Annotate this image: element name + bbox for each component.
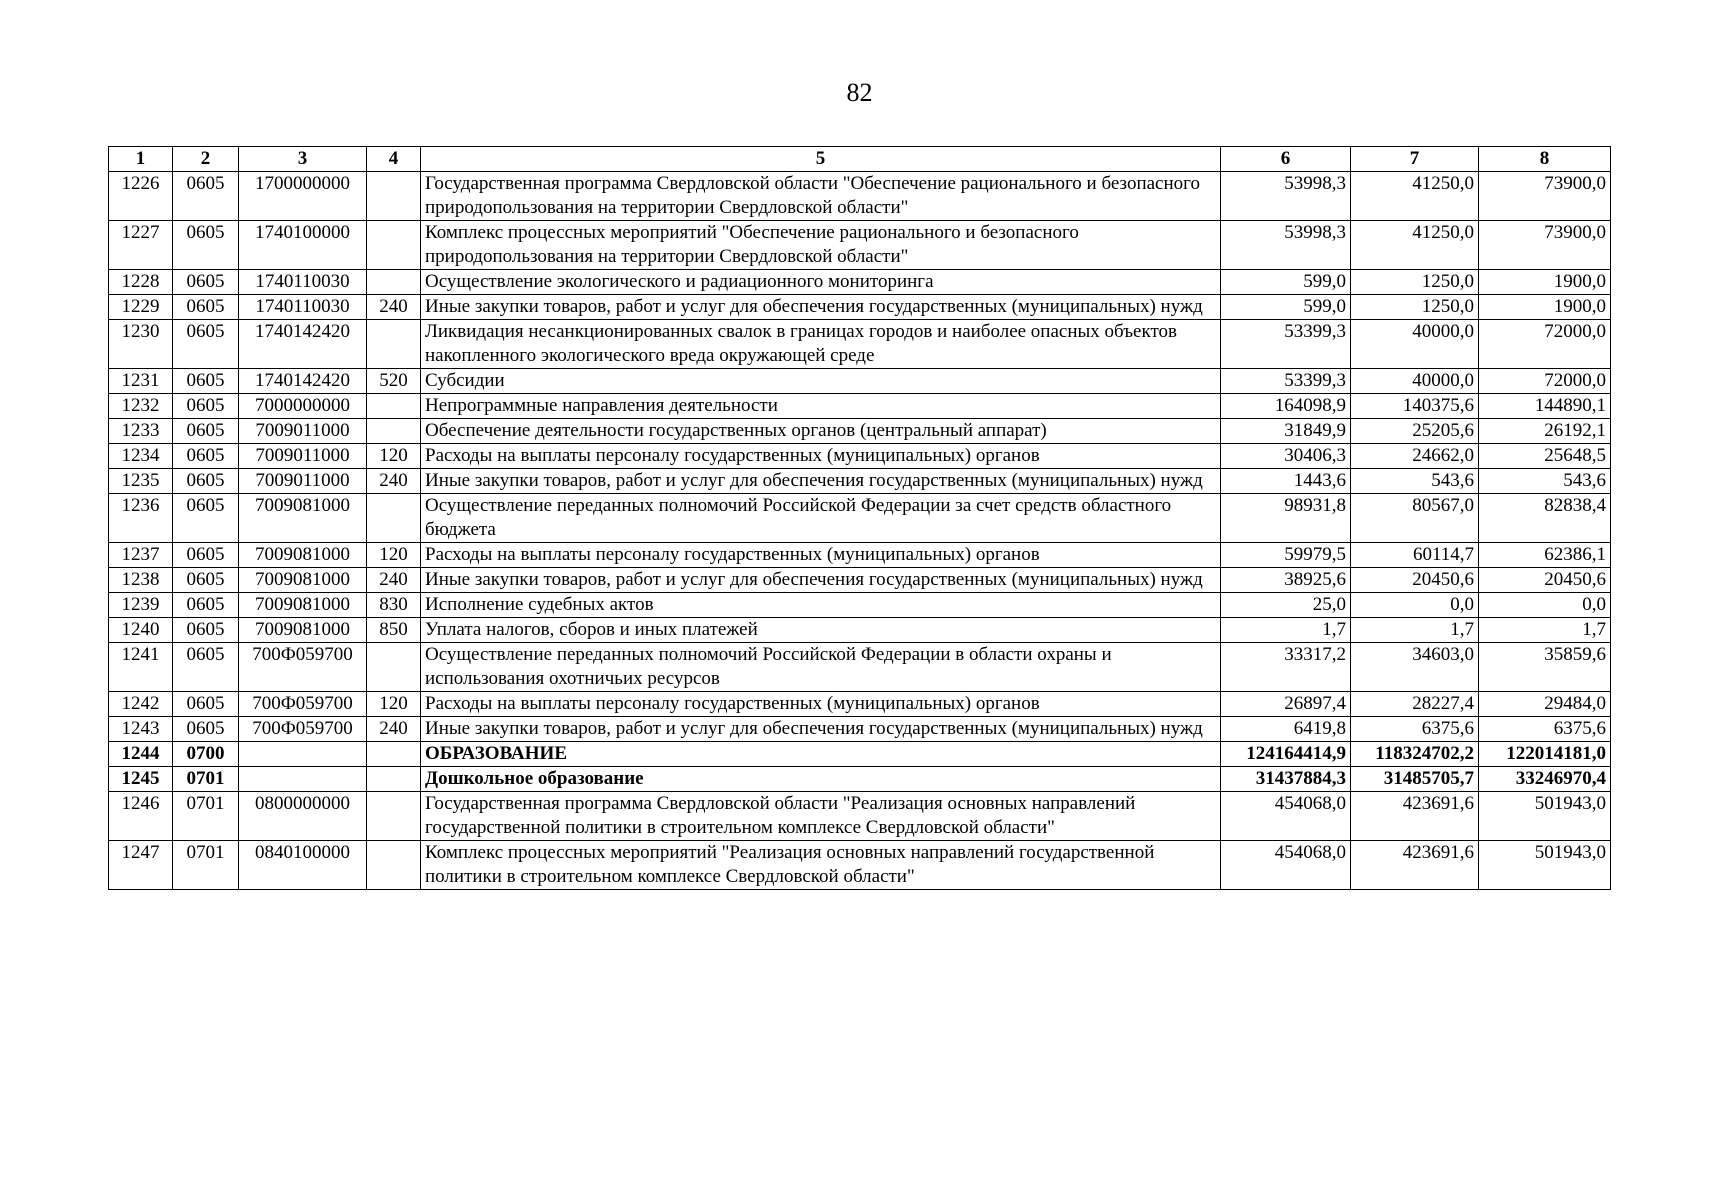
amount-col8-cell: 501943,0: [1479, 792, 1611, 841]
table-row: [109, 369, 1611, 394]
row-number-cell: 1244: [109, 742, 173, 767]
target-article-cell: 7009081000: [239, 568, 367, 593]
amount-col8-cell: 73900,0: [1479, 172, 1611, 221]
row-number-cell: 1239: [109, 593, 173, 618]
amount-col8-cell: 543,6: [1479, 469, 1611, 494]
expense-type-cell: 120: [367, 444, 421, 469]
target-article-cell: 700Ф059700: [239, 717, 367, 742]
expense-type-cell: 120: [367, 543, 421, 568]
column-header: 3: [239, 147, 367, 172]
table-row: [109, 494, 1611, 543]
description-cell: Расходы на выплаты персоналу государственных (муниципальных) органов: [421, 444, 1221, 469]
row-number-cell: 1236: [109, 494, 173, 543]
target-article-cell: 1740110030: [239, 270, 367, 295]
row-number-cell: 1235: [109, 469, 173, 494]
section-code-cell: 0605: [173, 320, 239, 369]
description-cell: Иные закупки товаров, работ и услуг для обеспечения государственных (муниципальных) нужд: [421, 469, 1221, 494]
amount-col8-cell: 73900,0: [1479, 221, 1611, 270]
target-article-cell: 1740142420: [239, 320, 367, 369]
row-number-cell: 1230: [109, 320, 173, 369]
table-row: [109, 543, 1611, 568]
amount-col8-cell: 25648,5: [1479, 444, 1611, 469]
description-cell: Исполнение судебных актов: [421, 593, 1221, 618]
amount-col6-cell: 599,0: [1221, 270, 1351, 295]
target-article-cell: 1740142420: [239, 369, 367, 394]
section-code-cell: 0605: [173, 419, 239, 444]
amount-col6-cell: 38925,6: [1221, 568, 1351, 593]
amount-col6-cell: 31849,9: [1221, 419, 1351, 444]
amount-col6-cell: 1,7: [1221, 618, 1351, 643]
amount-col7-cell: 1250,0: [1351, 295, 1479, 320]
section-code-cell: 0605: [173, 221, 239, 270]
page-number: 82: [846, 78, 873, 107]
amount-col6-cell: 53998,3: [1221, 221, 1351, 270]
amount-col7-cell: 28227,4: [1351, 692, 1479, 717]
section-code-cell: 0605: [173, 717, 239, 742]
column-header: 6: [1221, 147, 1351, 172]
section-code-cell: 0605: [173, 643, 239, 692]
amount-col8-cell: 1900,0: [1479, 270, 1611, 295]
section-code-cell: 0605: [173, 469, 239, 494]
expense-type-cell: [367, 320, 421, 369]
amount-col8-cell: 29484,0: [1479, 692, 1611, 717]
section-code-cell: 0605: [173, 444, 239, 469]
amount-col8-cell: 1,7: [1479, 618, 1611, 643]
table-row: [109, 792, 1611, 841]
expense-type-cell: [367, 221, 421, 270]
amount-col7-cell: 41250,0: [1351, 172, 1479, 221]
amount-col8-cell: 144890,1: [1479, 394, 1611, 419]
table-row: [109, 841, 1611, 890]
amount-col8-cell: 72000,0: [1479, 369, 1611, 394]
amount-col7-cell: 1,7: [1351, 618, 1479, 643]
amount-col6-cell: 124164414,9: [1221, 742, 1351, 767]
row-number-cell: 1234: [109, 444, 173, 469]
amount-col6-cell: 6419,8: [1221, 717, 1351, 742]
expense-type-cell: 120: [367, 692, 421, 717]
description-cell: Субсидии: [421, 369, 1221, 394]
amount-col8-cell: 122014181,0: [1479, 742, 1611, 767]
description-cell: Осуществление экологического и радиационного мониторинга: [421, 270, 1221, 295]
description-cell: Государственная программа Свердловской области "Реализация основных направлений государственной политики в строительном комплексе Свердловской области": [421, 792, 1221, 841]
description-cell: Иные закупки товаров, работ и услуг для обеспечения государственных (муниципальных) нужд: [421, 295, 1221, 320]
table-body: [109, 172, 1611, 890]
amount-col6-cell: 454068,0: [1221, 792, 1351, 841]
amount-col6-cell: 30406,3: [1221, 444, 1351, 469]
amount-col7-cell: 1250,0: [1351, 270, 1479, 295]
amount-col7-cell: 25205,6: [1351, 419, 1479, 444]
target-article-cell: 1700000000: [239, 172, 367, 221]
amount-col7-cell: 80567,0: [1351, 494, 1479, 543]
amount-col6-cell: 53399,3: [1221, 320, 1351, 369]
expense-type-cell: 240: [367, 295, 421, 320]
row-number-cell: 1233: [109, 419, 173, 444]
amount-col6-cell: 26897,4: [1221, 692, 1351, 717]
row-number-cell: 1229: [109, 295, 173, 320]
row-number-cell: 1245: [109, 767, 173, 792]
expense-type-cell: 240: [367, 469, 421, 494]
amount-col7-cell: 543,6: [1351, 469, 1479, 494]
expense-type-cell: 240: [367, 717, 421, 742]
column-header: 1: [109, 147, 173, 172]
row-number-cell: 1247: [109, 841, 173, 890]
expense-type-cell: 240: [367, 568, 421, 593]
expense-type-cell: [367, 270, 421, 295]
amount-col8-cell: 82838,4: [1479, 494, 1611, 543]
description-cell: Комплекс процессных мероприятий "Реализация основных направлений государственной политики в строительном комплексе Свердловской области": [421, 841, 1221, 890]
description-cell: Обеспечение деятельности государственных органов (центральный аппарат): [421, 419, 1221, 444]
amount-col7-cell: 40000,0: [1351, 320, 1479, 369]
target-article-cell: 7009081000: [239, 543, 367, 568]
expense-type-cell: [367, 767, 421, 792]
amount-col6-cell: 53998,3: [1221, 172, 1351, 221]
amount-col8-cell: 501943,0: [1479, 841, 1611, 890]
amount-col8-cell: 26192,1: [1479, 419, 1611, 444]
section-code-cell: 0605: [173, 369, 239, 394]
row-number-cell: 1227: [109, 221, 173, 270]
amount-col7-cell: 140375,6: [1351, 394, 1479, 419]
target-article-cell: 7009011000: [239, 419, 367, 444]
section-code-cell: 0605: [173, 270, 239, 295]
amount-col8-cell: 62386,1: [1479, 543, 1611, 568]
table-row: [109, 444, 1611, 469]
row-number-cell: 1243: [109, 717, 173, 742]
description-cell: Иные закупки товаров, работ и услуг для обеспечения государственных (муниципальных) нужд: [421, 717, 1221, 742]
amount-col6-cell: 1443,6: [1221, 469, 1351, 494]
expense-type-cell: [367, 494, 421, 543]
expense-type-cell: [367, 172, 421, 221]
description-cell: Расходы на выплаты персоналу государственных (муниципальных) органов: [421, 543, 1221, 568]
table-row: [109, 221, 1611, 270]
amount-col8-cell: 0,0: [1479, 593, 1611, 618]
amount-col8-cell: 33246970,4: [1479, 767, 1611, 792]
target-article-cell: [239, 767, 367, 792]
amount-col8-cell: 20450,6: [1479, 568, 1611, 593]
column-header: 5: [421, 147, 1221, 172]
section-code-cell: 0605: [173, 494, 239, 543]
table-row: [109, 295, 1611, 320]
section-code-cell: 0605: [173, 543, 239, 568]
column-header: 8: [1479, 147, 1611, 172]
expense-type-cell: 830: [367, 593, 421, 618]
amount-col7-cell: 24662,0: [1351, 444, 1479, 469]
row-number-cell: 1242: [109, 692, 173, 717]
description-cell: Непрограммные направления деятельности: [421, 394, 1221, 419]
amount-col7-cell: 0,0: [1351, 593, 1479, 618]
amount-col7-cell: 423691,6: [1351, 792, 1479, 841]
amount-col8-cell: 6375,6: [1479, 717, 1611, 742]
description-cell: Комплекс процессных мероприятий "Обеспечение рационального и безопасного природопользования на территории Свердловской области": [421, 221, 1221, 270]
expense-type-cell: [367, 419, 421, 444]
description-cell: ОБРАЗОВАНИЕ: [421, 742, 1221, 767]
expense-type-cell: [367, 643, 421, 692]
description-cell: Осуществление переданных полномочий Российской Федерации в области охраны и использования охотничьих ресурсов: [421, 643, 1221, 692]
section-code-cell: 0605: [173, 394, 239, 419]
table-row: [109, 419, 1611, 444]
table-row: [109, 394, 1611, 419]
table-row: [109, 593, 1611, 618]
table-row: [109, 692, 1611, 717]
table-row: [109, 568, 1611, 593]
target-article-cell: 7009081000: [239, 618, 367, 643]
table-row: [109, 717, 1611, 742]
row-number-cell: 1237: [109, 543, 173, 568]
description-cell: Дошкольное образование: [421, 767, 1221, 792]
section-code-cell: 0605: [173, 692, 239, 717]
table-row: [109, 270, 1611, 295]
target-article-cell: 1740100000: [239, 221, 367, 270]
section-code-cell: 0701: [173, 767, 239, 792]
table-row: [109, 742, 1611, 767]
table-row: [109, 320, 1611, 369]
amount-col7-cell: 6375,6: [1351, 717, 1479, 742]
description-cell: Уплата налогов, сборов и иных платежей: [421, 618, 1221, 643]
target-article-cell: 700Ф059700: [239, 643, 367, 692]
amount-col7-cell: 31485705,7: [1351, 767, 1479, 792]
target-article-cell: 7009081000: [239, 593, 367, 618]
amount-col6-cell: 53399,3: [1221, 369, 1351, 394]
section-code-cell: 0605: [173, 593, 239, 618]
amount-col7-cell: 40000,0: [1351, 369, 1479, 394]
section-code-cell: 0605: [173, 568, 239, 593]
amount-col6-cell: 31437884,3: [1221, 767, 1351, 792]
expense-type-cell: 520: [367, 369, 421, 394]
table-row: [109, 643, 1611, 692]
description-cell: Ликвидация несанкционированных свалок в границах городов и наиболее опасных объектов накопленного экологического вреда окружающей среде: [421, 320, 1221, 369]
amount-col7-cell: 20450,6: [1351, 568, 1479, 593]
amount-col7-cell: 423691,6: [1351, 841, 1479, 890]
target-article-cell: 0800000000: [239, 792, 367, 841]
target-article-cell: 700Ф059700: [239, 692, 367, 717]
table-row: [109, 618, 1611, 643]
target-article-cell: 7000000000: [239, 394, 367, 419]
expense-type-cell: [367, 841, 421, 890]
amount-col7-cell: 41250,0: [1351, 221, 1479, 270]
amount-col8-cell: 72000,0: [1479, 320, 1611, 369]
target-article-cell: 1740110030: [239, 295, 367, 320]
table-row: [109, 469, 1611, 494]
budget-table: [108, 146, 1611, 890]
row-number-cell: 1232: [109, 394, 173, 419]
amount-col6-cell: 59979,5: [1221, 543, 1351, 568]
row-number-cell: 1240: [109, 618, 173, 643]
amount-col6-cell: 33317,2: [1221, 643, 1351, 692]
target-article-cell: 7009011000: [239, 444, 367, 469]
target-article-cell: 7009081000: [239, 494, 367, 543]
description-cell: Государственная программа Свердловской области "Обеспечение рационального и безопасного природопользования на территории Свердловской области": [421, 172, 1221, 221]
amount-col7-cell: 60114,7: [1351, 543, 1479, 568]
row-number-cell: 1231: [109, 369, 173, 394]
row-number-cell: 1228: [109, 270, 173, 295]
expense-type-cell: [367, 742, 421, 767]
section-code-cell: 0700: [173, 742, 239, 767]
row-number-cell: 1226: [109, 172, 173, 221]
table-row: [109, 767, 1611, 792]
section-code-cell: 0605: [173, 295, 239, 320]
target-article-cell: 7009011000: [239, 469, 367, 494]
section-code-cell: 0605: [173, 172, 239, 221]
column-header: 7: [1351, 147, 1479, 172]
expense-type-cell: [367, 394, 421, 419]
amount-col6-cell: 98931,8: [1221, 494, 1351, 543]
header-row: [109, 147, 1611, 172]
section-code-cell: 0701: [173, 841, 239, 890]
row-number-cell: 1246: [109, 792, 173, 841]
row-number-cell: 1241: [109, 643, 173, 692]
description-cell: Расходы на выплаты персоналу государственных (муниципальных) органов: [421, 692, 1221, 717]
amount-col6-cell: 25,0: [1221, 593, 1351, 618]
amount-col7-cell: 118324702,2: [1351, 742, 1479, 767]
amount-col6-cell: 599,0: [1221, 295, 1351, 320]
target-article-cell: [239, 742, 367, 767]
section-code-cell: 0701: [173, 792, 239, 841]
column-header: 2: [173, 147, 239, 172]
section-code-cell: 0605: [173, 618, 239, 643]
description-cell: Осуществление переданных полномочий Российской Федерации за счет средств областного бюджета: [421, 494, 1221, 543]
amount-col6-cell: 454068,0: [1221, 841, 1351, 890]
column-header: 4: [367, 147, 421, 172]
expense-type-cell: 850: [367, 618, 421, 643]
amount-col6-cell: 164098,9: [1221, 394, 1351, 419]
row-number-cell: 1238: [109, 568, 173, 593]
target-article-cell: 0840100000: [239, 841, 367, 890]
amount-col7-cell: 34603,0: [1351, 643, 1479, 692]
description-cell: Иные закупки товаров, работ и услуг для обеспечения государственных (муниципальных) нужд: [421, 568, 1221, 593]
expense-type-cell: [367, 792, 421, 841]
amount-col8-cell: 35859,6: [1479, 643, 1611, 692]
amount-col8-cell: 1900,0: [1479, 295, 1611, 320]
table-row: [109, 172, 1611, 221]
